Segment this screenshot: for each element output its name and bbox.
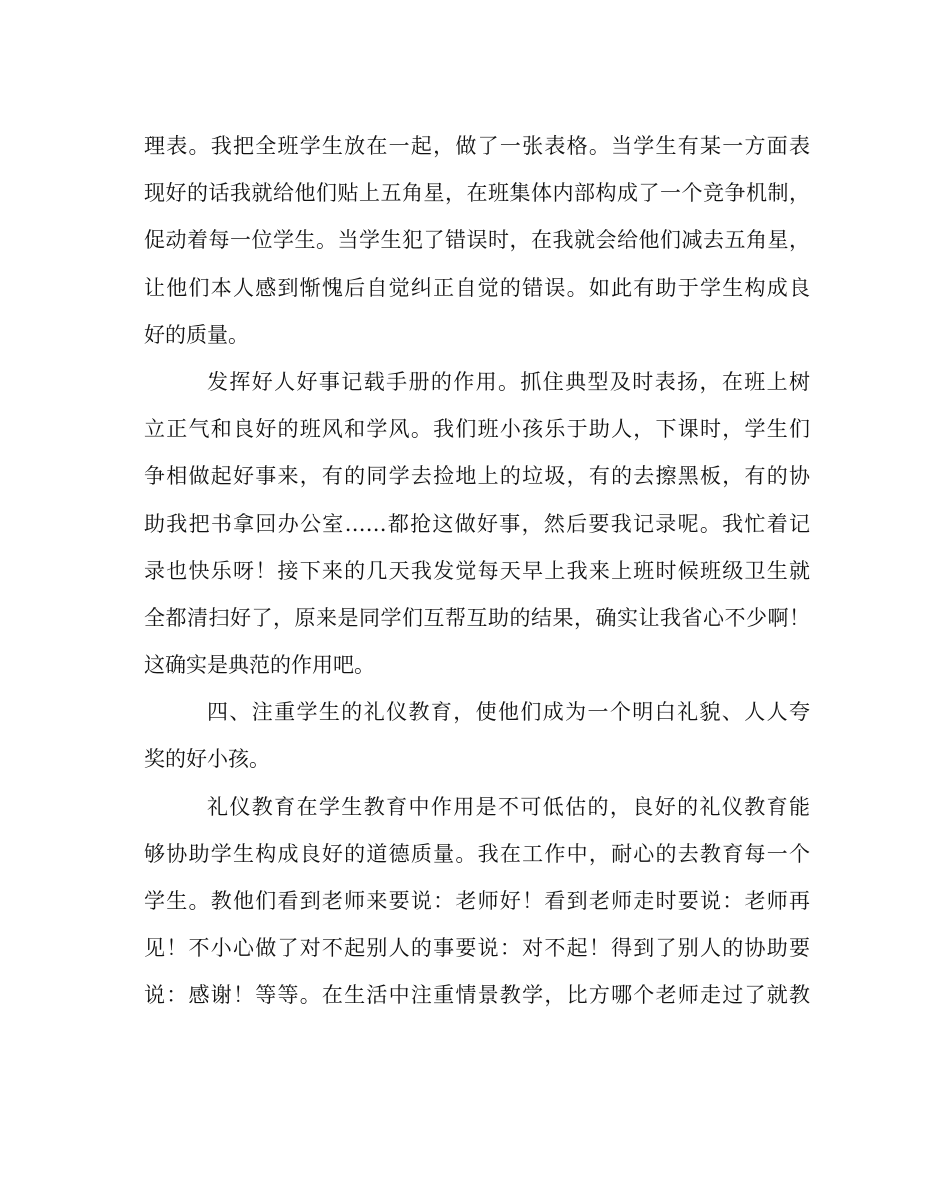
text-line: 够协助学生构成良好的道德质量。我在工作中，耐心的去教育每一个 bbox=[144, 841, 810, 866]
text-line: 好的质量。 bbox=[144, 322, 249, 347]
text-line: 全都清扫好了，原来是同学们互帮互助的结果，确实让我省心不少啊！ bbox=[144, 605, 810, 630]
text-line: 这确实是典范的作用吧。 bbox=[144, 653, 375, 678]
text-line: 礼仪教育在学生教育中作用是不可低估的，良好的礼仪教育能 bbox=[207, 794, 810, 819]
text-line: 理表。我把全班学生放在一起，做了一张表格。当学生有某一方面表 bbox=[144, 134, 810, 158]
document-body bbox=[144, 123, 810, 1020]
text-line: 四、注重学生的礼仪教育，使他们成为一个明白礼貌、人人夸 bbox=[207, 700, 810, 725]
text-line: 让他们本人感到惭愧后自觉纠正自觉的错误。如此有助于学生构成良 bbox=[144, 275, 810, 300]
text-line: 立正气和良好的班风和学风。我们班小孩乐于助人，下课时，学生们 bbox=[144, 417, 810, 442]
text-line: 助我把书拿回办公室……都抢这做好事，然后要我记录呢。我忙着记 bbox=[144, 511, 810, 536]
paragraph-1 bbox=[144, 123, 810, 359]
text-line: 学生。教他们看到老师来要说：老师好！看到老师走时要说：老师再 bbox=[144, 889, 810, 913]
text-line: 见！不小心做了对不起别人的事要说：对不起！得到了别人的协助要 bbox=[144, 936, 810, 961]
paragraph-3-section-heading bbox=[144, 689, 810, 783]
text-line: 现好的话我就给他们贴上五角星，在班集体内部构成了一个竞争机制， bbox=[144, 181, 810, 206]
text-line: 促动着每一位学生。当学生犯了错误时，在我就会给他们减去五角星， bbox=[144, 228, 810, 253]
text-line: 说：感谢！等等。在生活中注重情景教学，比方哪个老师走过了就教 bbox=[144, 983, 810, 1008]
text-line: 发挥好人好事记载手册的作用。抓住典型及时表扬，在班上树 bbox=[207, 369, 810, 394]
text-line: 争相做起好事来，有的同学去捡地上的垃圾，有的去擦黑板，有的协 bbox=[144, 464, 810, 489]
paragraph-4 bbox=[144, 784, 810, 1020]
text-line: 录也快乐呀！接下来的几天我发觉每天早上我来上班时候班级卫生就 bbox=[144, 558, 810, 583]
text-line: 奖的好小孩。 bbox=[144, 747, 270, 772]
paragraph-2 bbox=[144, 359, 810, 689]
